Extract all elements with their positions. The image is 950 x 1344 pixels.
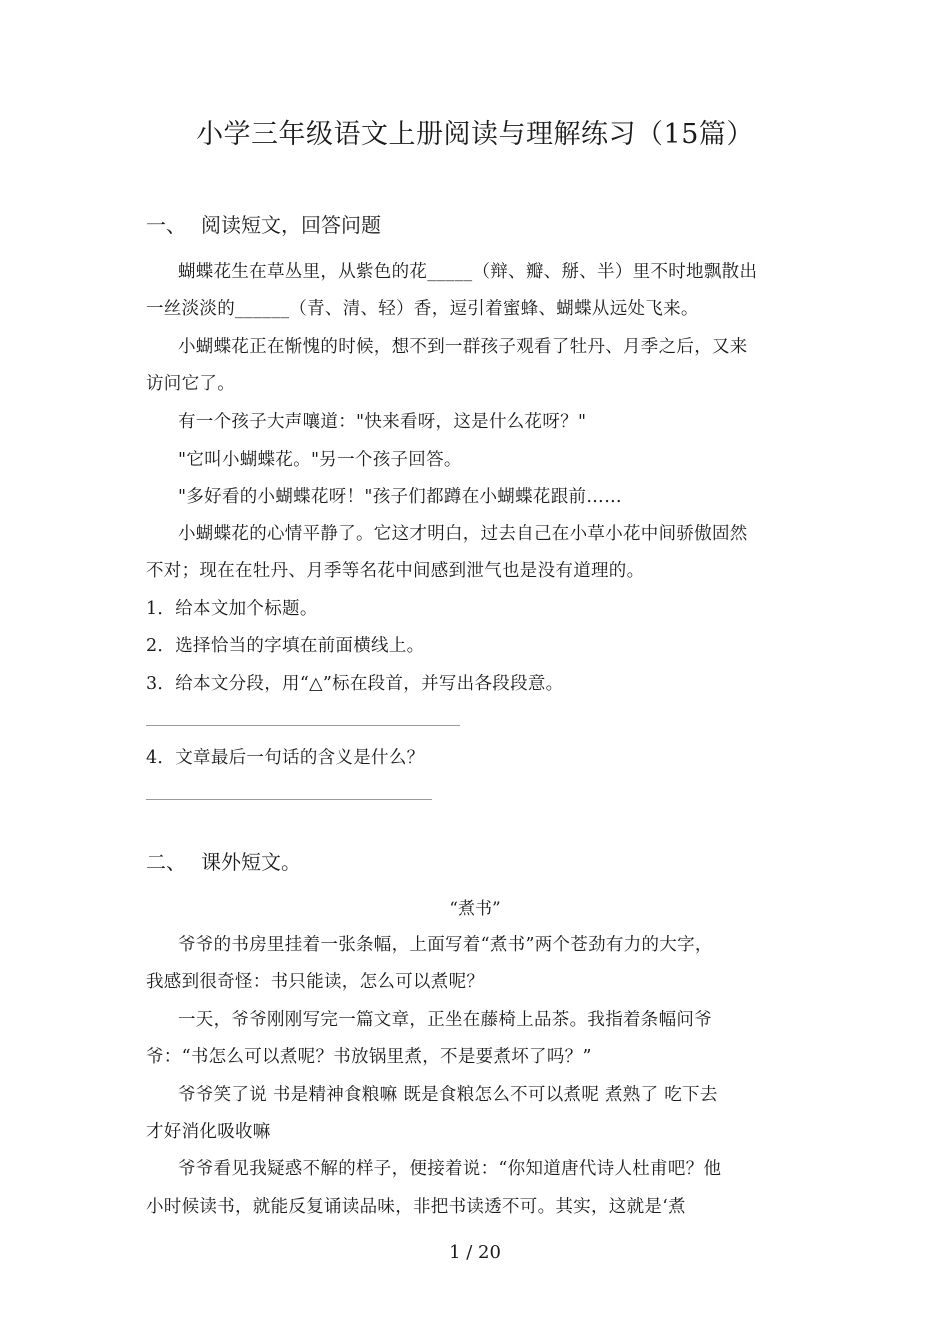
- story-title: “煮书”: [449, 899, 501, 919]
- section-1-number: 一、: [146, 213, 186, 237]
- paragraph-line: 小时候读书，就能反复诵读品味，非把书读透不可。其实，这就是‘煮: [146, 1197, 686, 1217]
- section-1-title: 阅读短文，回答问题: [201, 213, 381, 237]
- paragraph-line: 一丝淡淡的______（青、清、轻）香，逗引着蜜蜂、蝴蝶从远处飞来。: [146, 299, 699, 319]
- paragraph-line: 访问它了。: [146, 374, 235, 394]
- question-2: 2．选择恰当的字填在前面横线上。: [146, 636, 425, 656]
- paragraph-line: 蝴蝶花生在草丛里，从紫色的花_____（辩、瓣、掰、半）里不时地飘散出: [178, 262, 758, 282]
- paragraph-line: 才好消化吸收嘛: [146, 1122, 271, 1142]
- section-2-title: 课外短文。: [201, 850, 301, 874]
- paragraph-line: "多好看的小蝴蝶花呀！"孩子们都蹲在小蝴蝶花跟前……: [178, 487, 622, 507]
- paragraph-line: 小蝴蝶花正在惭愧的时候，想不到一群孩子观看了牡丹、月季之后，又来: [178, 337, 748, 357]
- paragraph-line: 一天，爷爷刚刚写完一篇文章，正坐在藤椅上品茶。我指着条幅问爷: [178, 1010, 712, 1030]
- paragraph-line: 我感到很奇怪：书只能读，怎么可以煮呢？: [146, 972, 485, 992]
- page-title: 小学三年级语文上册阅读与理解练习（15篇）: [196, 119, 754, 150]
- answer-line: [146, 725, 460, 726]
- paragraph-line: 爷爷的书房里挂着一张条幅，上面写着“煮书”两个苍劲有力的大字，: [178, 935, 713, 955]
- paragraph-line: 爷：“书怎么可以煮呢？书放锅里煮，不是要煮坏了吗？”: [146, 1047, 592, 1067]
- paragraph-line: "它叫小蝴蝶花。"另一个孩子回答。: [178, 450, 462, 470]
- section-1-heading: [146, 209, 381, 238]
- paragraph-line: 不对；现在在牡丹、月季等名花中间感到泄气也是没有道理的。: [146, 561, 645, 581]
- question-1: 1．给本文加个标题。: [146, 599, 318, 619]
- paragraph-line: 有一个孩子大声嚷道："快来看呀，这是什么花呀？": [178, 412, 587, 432]
- page-number: 1 / 20: [449, 1242, 501, 1263]
- section-2-number: 二、: [146, 850, 186, 874]
- paragraph-line: 小蝴蝶花的心情平静了。它这才明白，过去自己在小草小花中间骄傲固然: [178, 524, 748, 544]
- question-3: 3．给本文分段，用“△”标在段首，并写出各段段意。: [146, 674, 564, 694]
- question-4: 4．文章最后一句话的含义是什么？: [146, 748, 425, 768]
- answer-line: [146, 799, 432, 800]
- section-2-heading: [146, 846, 301, 875]
- paragraph-line: 爷爷看见我疑惑不解的样子，便接着说：“你知道唐代诗人杜甫吧？他: [178, 1159, 722, 1179]
- paragraph-line: 爷爷笑了说 书是精神食粮嘛 既是食粮怎么不可以煮呢 煮熟了 吃下去: [178, 1085, 718, 1105]
